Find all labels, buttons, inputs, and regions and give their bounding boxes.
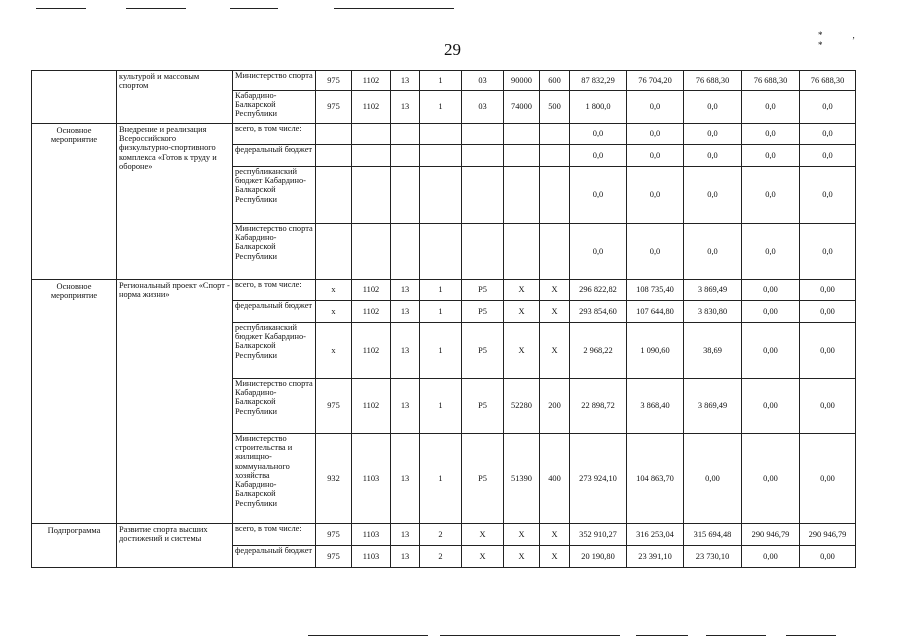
- row-pr: [391, 124, 420, 145]
- row-y1: 22 898,72: [570, 379, 627, 434]
- row-c3: 90000: [504, 71, 540, 91]
- scan-line: [440, 635, 620, 636]
- row-y5: 0,0: [800, 124, 856, 145]
- row-vr: 400: [540, 434, 570, 524]
- row-c3: [504, 145, 540, 167]
- page-number: 29: [444, 40, 461, 59]
- row-c1: [420, 167, 462, 224]
- row-y5: 0,00: [800, 546, 856, 568]
- row-rz: 1102: [352, 379, 391, 434]
- row-pr: 13: [391, 280, 420, 301]
- scan-specks: *, *: [818, 30, 885, 50]
- row-type-cell: Подпрограмма: [32, 524, 117, 568]
- row-y1: 0,0: [570, 124, 627, 145]
- row-y5: 0,0: [800, 224, 856, 280]
- budget-table: [31, 70, 856, 568]
- row-grbs: [316, 224, 352, 280]
- row-vr: [540, 224, 570, 280]
- scan-line: [334, 8, 454, 9]
- row-pr: [391, 167, 420, 224]
- row-rz: [352, 145, 391, 167]
- row-y4: 0,00: [742, 301, 800, 323]
- row-c2: [462, 167, 504, 224]
- row-y3: 315 694,48: [684, 524, 742, 546]
- row-y5: 0,00: [800, 280, 856, 301]
- row-rz: 1103: [352, 524, 391, 546]
- row-y4: 0,0: [742, 91, 800, 124]
- row-y3: 38,69: [684, 323, 742, 379]
- row-y5: 290 946,79: [800, 524, 856, 546]
- row-rz: [352, 124, 391, 145]
- row-y3: 23 730,10: [684, 546, 742, 568]
- row-rz: [352, 167, 391, 224]
- row-grbs: [316, 145, 352, 167]
- row-y5: 76 688,30: [800, 71, 856, 91]
- row-c2: Х: [462, 546, 504, 568]
- row-rz: 1103: [352, 546, 391, 568]
- row-vr: Х: [540, 301, 570, 323]
- row-y1: 0,0: [570, 167, 627, 224]
- row-y4: 0,0: [742, 145, 800, 167]
- scan-line: [786, 635, 836, 636]
- row-c2: 03: [462, 71, 504, 91]
- row-y1: 0,0: [570, 224, 627, 280]
- row-executor-cell: Министерство спорта Кабардино-Балкарской Республики: [233, 224, 316, 280]
- row-vr: Х: [540, 323, 570, 379]
- row-c2: Р5: [462, 301, 504, 323]
- row-c2: 03: [462, 91, 504, 124]
- row-y4: 290 946,79: [742, 524, 800, 546]
- row-grbs: 975: [316, 546, 352, 568]
- row-grbs: х: [316, 301, 352, 323]
- row-c3: 51390: [504, 434, 540, 524]
- row-c3: [504, 224, 540, 280]
- row-y3: 3 869,49: [684, 280, 742, 301]
- row-y4: 0,00: [742, 323, 800, 379]
- row-rz: 1102: [352, 323, 391, 379]
- row-y5: 0,00: [800, 301, 856, 323]
- row-pr: 13: [391, 323, 420, 379]
- row-y2: 76 704,20: [627, 71, 684, 91]
- row-c2: [462, 124, 504, 145]
- row-y3: 0,0: [684, 167, 742, 224]
- row-y2: 3 868,40: [627, 379, 684, 434]
- row-y4: 0,0: [742, 167, 800, 224]
- row-grbs: [316, 124, 352, 145]
- row-type-cell: Основное мероприятие: [32, 280, 117, 524]
- row-c1: 2: [420, 524, 462, 546]
- row-y5: 0,0: [800, 145, 856, 167]
- row-rz: [352, 224, 391, 280]
- row-pr: 13: [391, 434, 420, 524]
- row-name-cell: Развитие спорта высших достижений и системы: [117, 524, 233, 568]
- row-y3: 3 869,49: [684, 379, 742, 434]
- row-c2: Х: [462, 524, 504, 546]
- row-name-cell: Региональный проект «Спорт - норма жизни»: [117, 280, 233, 524]
- row-y2: 316 253,04: [627, 524, 684, 546]
- row-y2: 1 090,60: [627, 323, 684, 379]
- row-c2: [462, 224, 504, 280]
- row-pr: 13: [391, 546, 420, 568]
- row-executor-cell: федеральный бюджет: [233, 145, 316, 167]
- row-rz: 1102: [352, 301, 391, 323]
- row-executor-cell: федеральный бюджет: [233, 301, 316, 323]
- row-y4: 0,0: [742, 124, 800, 145]
- row-vr: 500: [540, 91, 570, 124]
- row-c1: [420, 124, 462, 145]
- row-c1: [420, 145, 462, 167]
- row-c1: 1: [420, 323, 462, 379]
- row-y3: 0,00: [684, 434, 742, 524]
- row-vr: Х: [540, 546, 570, 568]
- row-pr: [391, 145, 420, 167]
- row-c2: Р5: [462, 379, 504, 434]
- row-y4: 0,00: [742, 379, 800, 434]
- row-c1: 1: [420, 280, 462, 301]
- table-row: [32, 524, 856, 546]
- table-row: [32, 124, 856, 145]
- row-y4: 76 688,30: [742, 71, 800, 91]
- row-c3: [504, 167, 540, 224]
- scan-line: [636, 635, 688, 636]
- scan-line: [230, 8, 278, 9]
- row-y1: 87 832,29: [570, 71, 627, 91]
- row-y1: 1 800,0: [570, 91, 627, 124]
- row-pr: 13: [391, 524, 420, 546]
- row-y1: 0,0: [570, 145, 627, 167]
- row-c3: Х: [504, 323, 540, 379]
- row-type-cell: Основное мероприятие: [32, 124, 117, 280]
- row-name-cell: культурой и массовым спортом: [117, 71, 233, 124]
- row-y1: 296 822,82: [570, 280, 627, 301]
- row-grbs: х: [316, 280, 352, 301]
- row-vr: [540, 145, 570, 167]
- row-c3: [504, 124, 540, 145]
- row-pr: 13: [391, 301, 420, 323]
- scan-line: [126, 8, 186, 9]
- row-c1: 2: [420, 546, 462, 568]
- row-y1: 2 968,22: [570, 323, 627, 379]
- row-executor-cell: федеральный бюджет: [233, 546, 316, 568]
- row-c3: Х: [504, 280, 540, 301]
- row-y1: 293 854,60: [570, 301, 627, 323]
- row-pr: 13: [391, 91, 420, 124]
- scan-line: [706, 635, 766, 636]
- row-pr: [391, 224, 420, 280]
- row-y3: 76 688,30: [684, 71, 742, 91]
- scan-line: [36, 8, 86, 9]
- row-y2: 108 735,40: [627, 280, 684, 301]
- row-y5: 0,0: [800, 91, 856, 124]
- row-c1: 1: [420, 301, 462, 323]
- row-c2: [462, 145, 504, 167]
- row-y5: 0,0: [800, 167, 856, 224]
- row-y2: 0,0: [627, 167, 684, 224]
- row-y2: 0,0: [627, 145, 684, 167]
- row-y1: 20 190,80: [570, 546, 627, 568]
- row-y2: 0,0: [627, 124, 684, 145]
- row-vr: 600: [540, 71, 570, 91]
- row-c3: 52280: [504, 379, 540, 434]
- row-y2: 104 863,70: [627, 434, 684, 524]
- row-executor-cell: республиканский бюджет Кабардино-Балкарской Республики: [233, 323, 316, 379]
- row-c3: Х: [504, 546, 540, 568]
- row-type-cell: [32, 71, 117, 124]
- row-y3: 0,0: [684, 124, 742, 145]
- row-y4: 0,00: [742, 280, 800, 301]
- row-c2: Р5: [462, 434, 504, 524]
- row-y4: 0,0: [742, 224, 800, 280]
- table-row: [32, 71, 856, 91]
- row-c1: [420, 224, 462, 280]
- row-y5: 0,00: [800, 323, 856, 379]
- row-pr: 13: [391, 379, 420, 434]
- row-y2: 107 644,80: [627, 301, 684, 323]
- row-y5: 0,00: [800, 434, 856, 524]
- row-grbs: 975: [316, 524, 352, 546]
- row-y3: 0,0: [684, 91, 742, 124]
- row-y3: 0,0: [684, 224, 742, 280]
- row-grbs: 975: [316, 71, 352, 91]
- row-y1: 352 910,27: [570, 524, 627, 546]
- row-c3: Х: [504, 524, 540, 546]
- row-executor-cell: республиканский бюджет Кабардино-Балкарской Республики: [233, 167, 316, 224]
- row-y2: 0,0: [627, 91, 684, 124]
- row-grbs: х: [316, 323, 352, 379]
- row-rz: 1102: [352, 71, 391, 91]
- row-executor-cell: всего, в том числе:: [233, 280, 316, 301]
- row-c1: 1: [420, 71, 462, 91]
- row-c1: 1: [420, 434, 462, 524]
- row-c3: Х: [504, 301, 540, 323]
- row-vr: Х: [540, 280, 570, 301]
- row-grbs: [316, 167, 352, 224]
- row-vr: [540, 124, 570, 145]
- row-executor-cell: всего, в том числе:: [233, 524, 316, 546]
- row-c1: 1: [420, 379, 462, 434]
- row-y3: 0,0: [684, 145, 742, 167]
- row-name-cell: Внедрение и реализация Всероссийского физкультурно-спортивного комплекса «Готов к труду и обороне»: [117, 124, 233, 280]
- row-y1: 273 924,10: [570, 434, 627, 524]
- row-grbs: 975: [316, 91, 352, 124]
- row-executor-cell: Министерство спорта: [233, 71, 316, 91]
- row-executor-cell: Кабардино-Балкарской Республики: [233, 91, 316, 124]
- row-y4: 0,00: [742, 546, 800, 568]
- row-c2: Р5: [462, 323, 504, 379]
- row-y3: 3 830,80: [684, 301, 742, 323]
- row-c1: 1: [420, 91, 462, 124]
- row-executor-cell: Министерство спорта Кабардино-Балкарской Республики: [233, 379, 316, 434]
- row-y4: 0,00: [742, 434, 800, 524]
- table-row: [32, 280, 856, 301]
- row-y2: 23 391,10: [627, 546, 684, 568]
- scan-line: [308, 635, 428, 636]
- row-y2: 0,0: [627, 224, 684, 280]
- row-c3: 74000: [504, 91, 540, 124]
- row-c2: Р5: [462, 280, 504, 301]
- row-pr: 13: [391, 71, 420, 91]
- row-vr: [540, 167, 570, 224]
- row-rz: 1102: [352, 91, 391, 124]
- row-vr: Х: [540, 524, 570, 546]
- row-rz: 1103: [352, 434, 391, 524]
- row-y5: 0,00: [800, 379, 856, 434]
- row-executor-cell: Министерство строительства и жилищно-коммунального хозяйства Кабардино-Балкарской Республики: [233, 434, 316, 524]
- row-grbs: 932: [316, 434, 352, 524]
- row-vr: 200: [540, 379, 570, 434]
- row-grbs: 975: [316, 379, 352, 434]
- row-rz: 1102: [352, 280, 391, 301]
- row-executor-cell: всего, в том числе:: [233, 124, 316, 145]
